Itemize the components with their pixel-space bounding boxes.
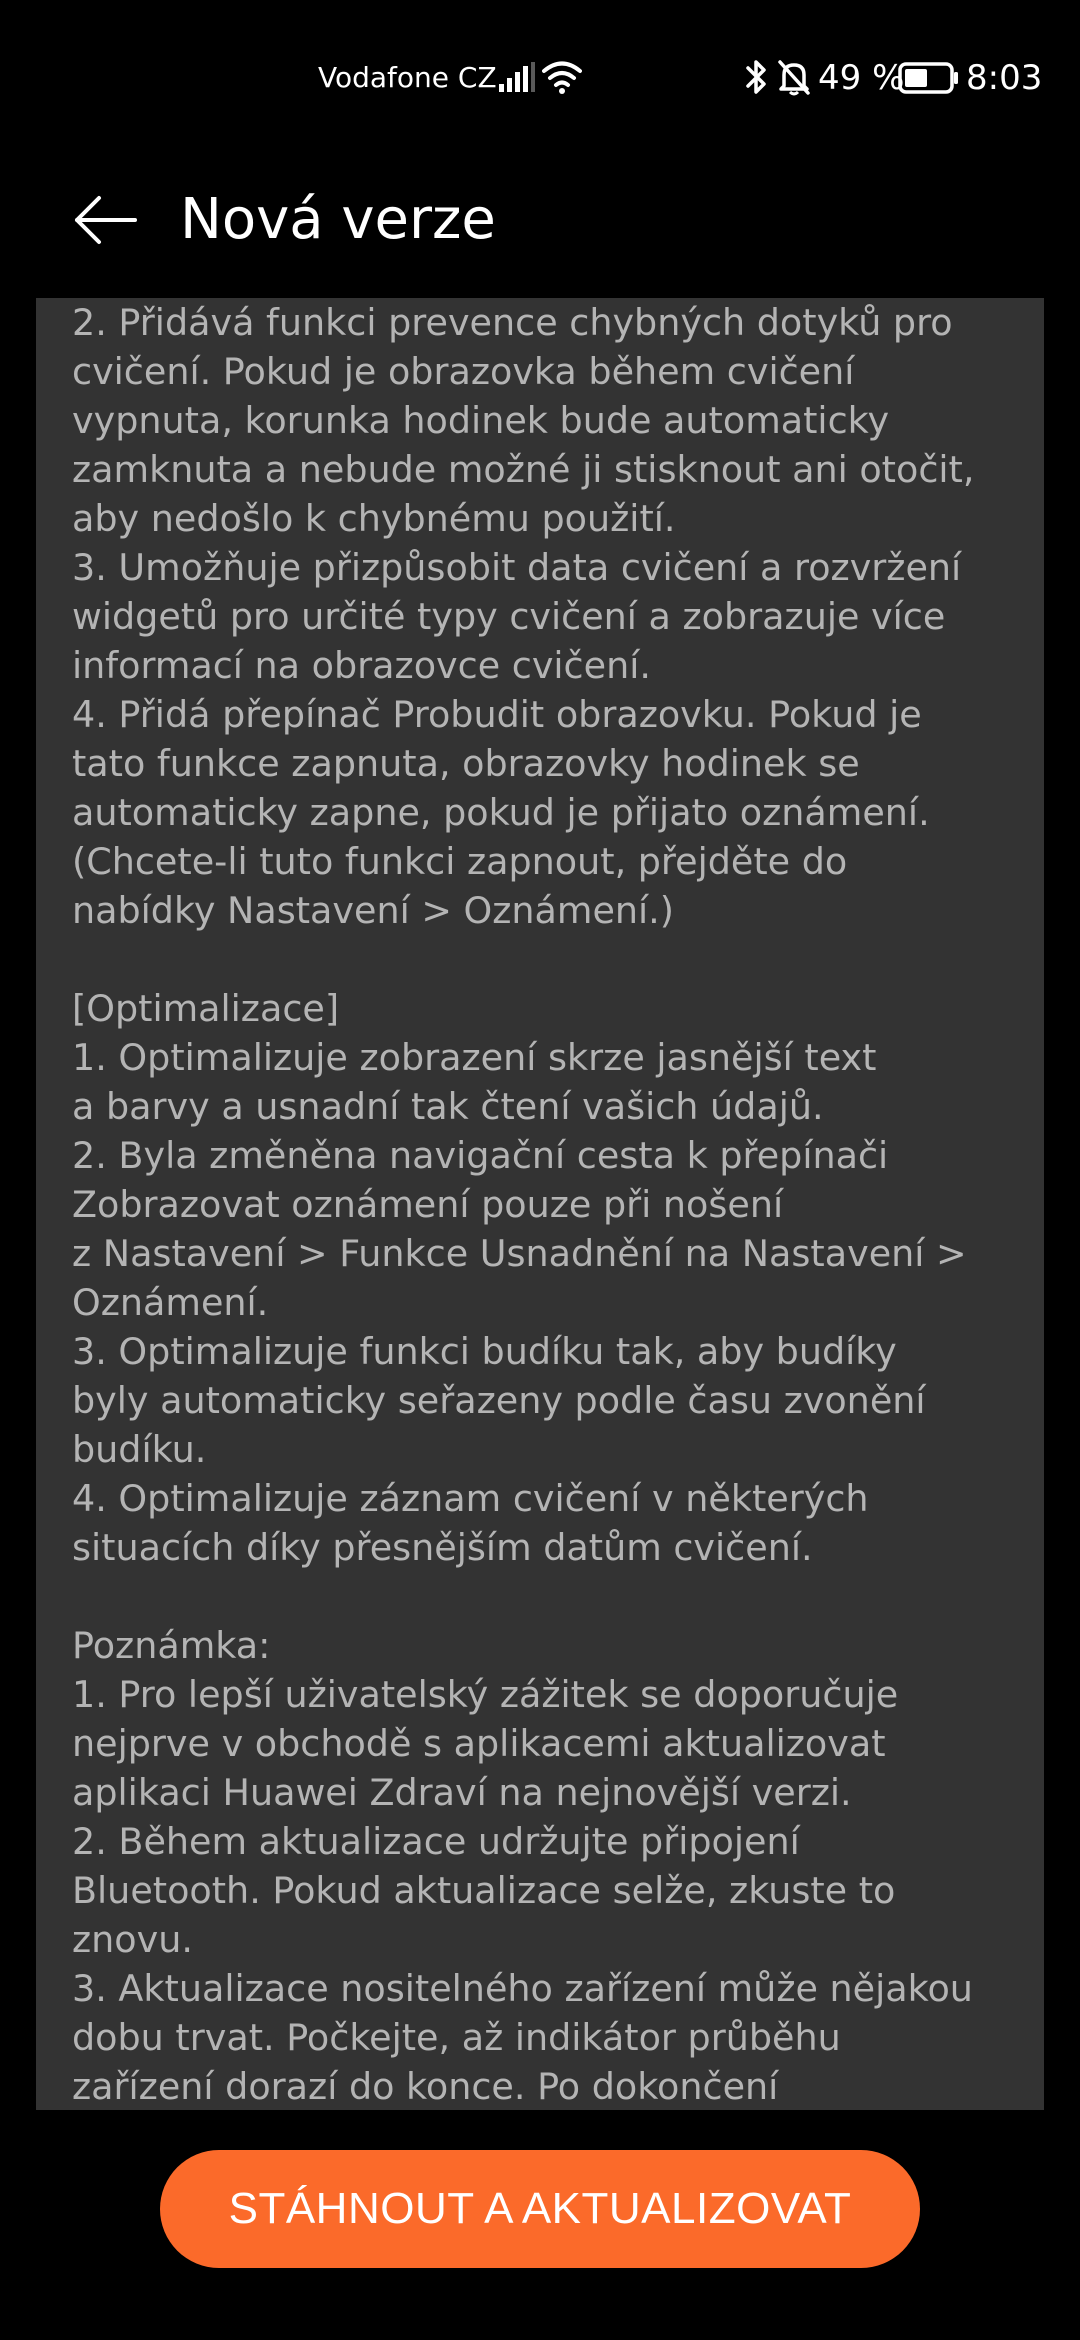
carrier-name: Vodafone CZ bbox=[318, 61, 497, 94]
release-notes-panel[interactable] bbox=[36, 298, 1044, 2110]
clock: 8:03 bbox=[966, 58, 1043, 98]
arrow-left-icon bbox=[73, 195, 139, 245]
bluetooth-icon bbox=[744, 58, 770, 96]
battery-percent: 49 % bbox=[818, 58, 905, 98]
signal-icon bbox=[498, 62, 536, 92]
app-header bbox=[0, 160, 1080, 296]
battery-icon bbox=[898, 62, 960, 94]
wifi-icon bbox=[542, 60, 582, 94]
muted-bell-icon bbox=[776, 58, 812, 96]
page-title: Nová verze bbox=[180, 187, 496, 252]
status-bar bbox=[0, 0, 1080, 160]
download-and-update-button[interactable]: STÁHNOUT A AKTUALIZOVAT bbox=[160, 2150, 920, 2268]
release-notes-text: 2. Přidává funkci prevence chybných dotyků pro cvičení. Pokud je obrazovka během cvičení vypnuta, korunka hodinek bude automaticky zamknuta a nebude možné ji stisknout ani otočit, aby nedošlo k chybnému použití. 3. Umožňuje přizpůsobit data cvičení a rozvržení widgetů pro určité typy cvičení a zobrazuje více informací na obrazovce cvičení. 4. Přidá přepínač Probudit obrazovku. Pokud je tato funkce zapnuta, obrazovky hodinek se automaticky zapne, pokud je přijato oznámení. (Chcete-li tuto funkci zapnout, přejděte do nabídky Nastavení > Oznámení.) [Optimalizace] 1. Optimalizuje zobrazení skrze jasnější text a barvy a usnadní tak čtení vašich údajů. 2. Byla změněna navigační cesta k přepínači Zobrazovat oznámení pouze při nošení z Nastavení > Funkce Usnadnění na Nastavení > Oznámení. 3. Optimalizuje funkci budíku tak, aby budíky byly automaticky seřazeny podle času zvonění budíku. 4. Optimalizuje záznam cvičení v některých situacích díky přesnějším datům cvičení. Poznámka: 1. Pro lepší uživatelský zážitek se doporučuje nejprve v obchodě s aplikacemi aktualizovat aplikaci Huawei Zdraví na nejnovější verzi. 2. Během aktualizace udržujte připojení Bluetooth. Pokud aktualizace selže, zkuste to znovu. 3. Aktualizace nositelného zařízení může nějakou dobu trvat. Počkejte, až indikátor průběhu zařízení dorazí do konce. Po dokončení bbox=[72, 301, 975, 2108]
back-button[interactable] bbox=[66, 180, 146, 260]
